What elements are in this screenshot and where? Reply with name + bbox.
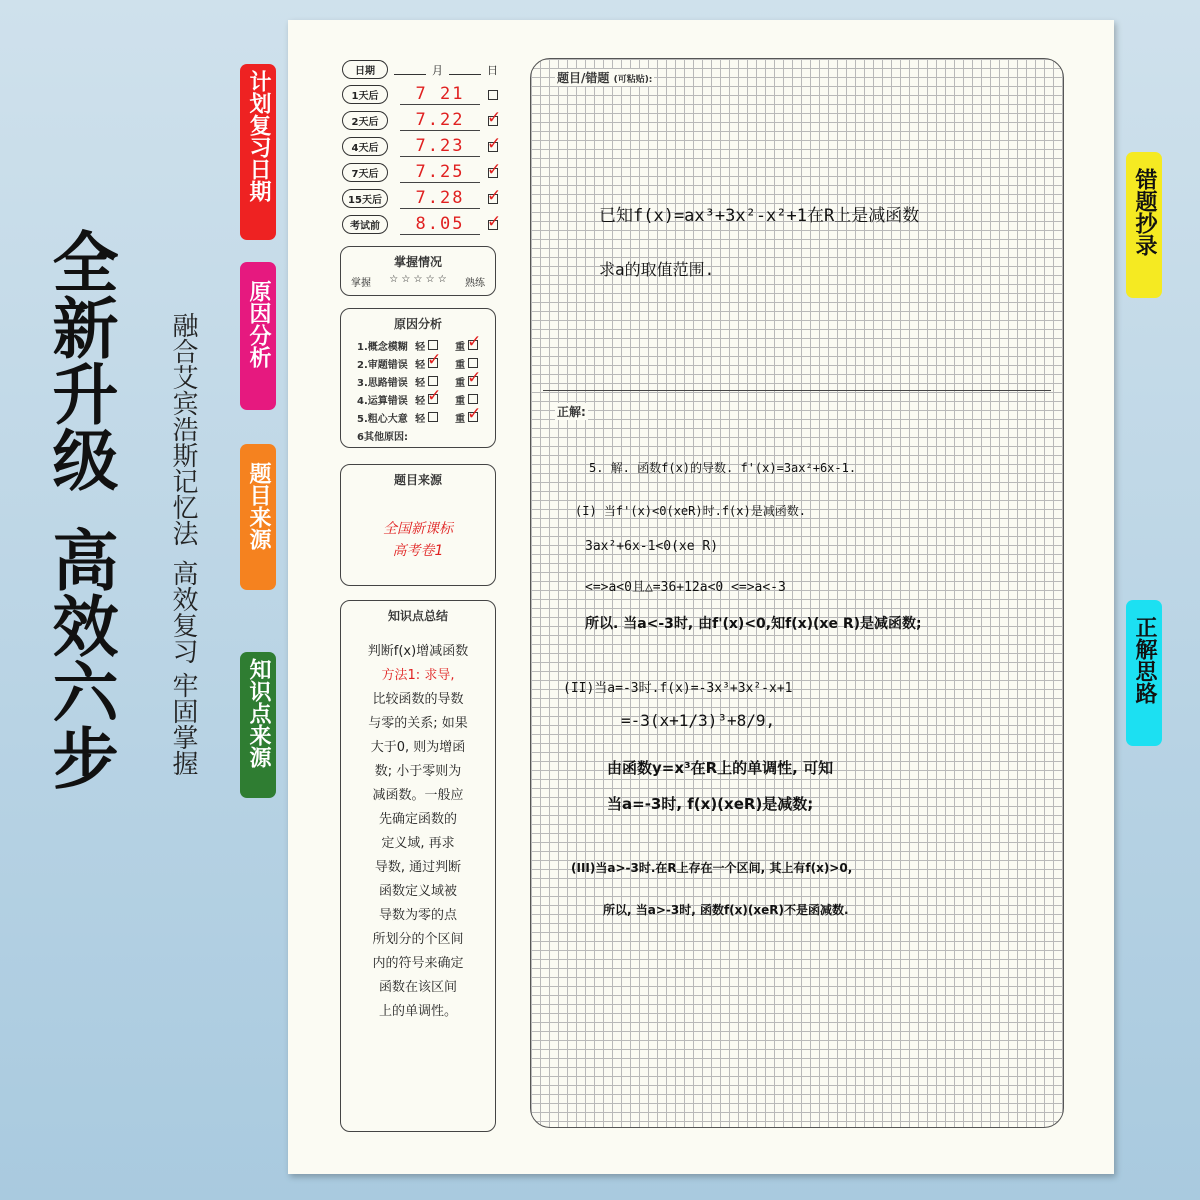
knowledge-line: 内的符号来确定 xyxy=(372,956,464,971)
review-checkbox[interactable] xyxy=(488,90,498,100)
cause-row xyxy=(341,368,495,390)
source-line-2: 高考卷1 xyxy=(392,543,444,559)
light-checkbox[interactable] xyxy=(428,412,438,422)
check-mark-icon: ✓ xyxy=(487,107,502,128)
solution-line: <=>a<0且△=36+12a<0 <=>a<-3 xyxy=(585,580,786,595)
cause-row xyxy=(341,404,495,426)
mastery-box xyxy=(340,246,496,296)
review-label: 1天后 xyxy=(342,85,388,104)
month-blank[interactable] xyxy=(394,65,426,75)
light-label: 轻 xyxy=(415,395,426,407)
cause-other-label: 6其他原因: xyxy=(357,431,408,443)
review-checkbox[interactable] xyxy=(487,159,502,180)
heavy-checkbox[interactable] xyxy=(468,358,478,368)
review-label: 2天后 xyxy=(342,111,388,130)
knowledge-line: 与零的关系; 如果 xyxy=(368,716,468,731)
solution-line: 所以. 当a<-3时, 由f'(x)<0,知f(x)(xe R)是减函数; xyxy=(585,616,922,632)
check-mark-icon: ✓ xyxy=(467,332,482,352)
solution-line: (III)当a>-3时.在R上存在一个区间, 其上有f(x)>0, xyxy=(571,861,853,875)
review-row xyxy=(342,133,502,157)
light-checkbox[interactable] xyxy=(427,350,442,370)
day-label: 日 xyxy=(487,63,498,77)
solution-line: 所以, 当a>-3时, 函数f(x)(xeR)不是函减数. xyxy=(603,903,849,917)
light-label: 轻 xyxy=(415,359,426,371)
knowledge-line: 大于0, 则为增函 xyxy=(370,740,466,755)
review-row xyxy=(342,84,498,105)
knowledge-line: 导数, 通过判断 xyxy=(374,860,462,875)
light-label: 轻 xyxy=(415,341,426,353)
heavy-checkbox[interactable] xyxy=(467,368,482,388)
tag-copy-wrong: 错题抄录 xyxy=(1126,152,1162,298)
mastery-right-label: 熟练 xyxy=(464,278,485,289)
heavy-label: 重 xyxy=(455,413,466,425)
cause-label: 5.粗心大意 xyxy=(357,413,408,425)
subtitle xyxy=(166,312,200,776)
knowledge-box xyxy=(340,600,496,1132)
check-mark-icon: ✓ xyxy=(487,159,502,180)
review-label: 15天后 xyxy=(342,189,388,208)
source-box xyxy=(340,464,496,586)
knowledge-line: 函数在该区间 xyxy=(378,980,457,995)
date-label: 日期 xyxy=(342,60,388,79)
light-label: 轻 xyxy=(415,377,426,389)
cause-label: 1.概念模糊 xyxy=(357,341,408,353)
notebook-sheet xyxy=(288,20,1114,1174)
solution-line: 3ax²+6x-1<0(xe R) xyxy=(585,539,719,554)
review-checkbox[interactable] xyxy=(487,133,502,154)
review-checkbox[interactable] xyxy=(487,185,502,206)
light-checkbox[interactable] xyxy=(428,376,438,386)
solution-line: (II)当a=-3时.f(x)=-3x³+3x²-x+1 xyxy=(563,681,793,696)
knowledge-line: 函数定义域被 xyxy=(378,884,457,899)
main-title-line2: 高效六步 xyxy=(41,526,119,790)
heavy-label: 重 xyxy=(455,395,466,407)
cause-box xyxy=(340,308,496,448)
tag-source: 题目来源 xyxy=(240,444,276,590)
main-title xyxy=(38,228,119,790)
solution-line: 由函数y=x³在R上的单调性, 可知 xyxy=(607,759,834,777)
solution-line: 5. 解. 函数f(x)的导数. f'(x)=3ax²+6x-1. xyxy=(589,461,857,475)
review-date[interactable]: 7.22 xyxy=(400,110,480,131)
knowledge-line: 减函数。一般应 xyxy=(372,788,464,803)
review-date[interactable]: 7.23 xyxy=(400,136,480,157)
tag-review-dates: 计划复习日期 xyxy=(240,64,276,240)
check-mark-icon: ✓ xyxy=(487,211,502,232)
star-rating[interactable]: ☆ ☆ ☆ ☆ ☆ xyxy=(389,274,447,285)
subtitle-line1: 融合艾宾浩斯记忆法 xyxy=(168,312,198,546)
check-mark-icon: ✓ xyxy=(427,350,442,370)
light-checkbox[interactable] xyxy=(427,386,442,406)
knowledge-method: 方法1: 求导, xyxy=(381,668,455,683)
solution-label: 正解: xyxy=(557,405,586,419)
source-line-1: 全国新课标 xyxy=(383,521,453,537)
subtitle-line2: 高效复习 牢固掌握 xyxy=(168,560,198,777)
review-checkbox[interactable] xyxy=(487,211,502,232)
source-text[interactable] xyxy=(341,518,495,562)
check-mark-icon: ✓ xyxy=(427,386,442,406)
source-title: 题目来源 xyxy=(393,473,442,487)
heavy-checkbox[interactable] xyxy=(467,404,482,424)
review-label: 考试前 xyxy=(342,215,388,234)
month-label: 月 xyxy=(432,63,443,77)
tag-solution: 正解思路 xyxy=(1126,600,1162,746)
cause-label: 2.审题错误 xyxy=(357,359,408,371)
review-date[interactable]: 8.05 xyxy=(400,214,480,235)
knowledge-line: 所划分的个区间 xyxy=(372,932,464,947)
knowledge-line: 导数为零的点 xyxy=(378,908,457,923)
light-label: 轻 xyxy=(415,413,426,425)
review-date[interactable]: 7 21 xyxy=(400,84,480,105)
cause-label: 4.运算错误 xyxy=(357,395,408,407)
mastery-title: 掌握情况 xyxy=(393,255,442,269)
review-label: 4天后 xyxy=(342,137,388,156)
cause-label: 3.思路错误 xyxy=(357,377,408,389)
check-mark-icon: ✓ xyxy=(467,404,482,424)
cause-title: 原因分析 xyxy=(393,317,442,331)
review-row xyxy=(342,159,502,183)
knowledge-line: 判断f(x)增减函数 xyxy=(367,644,469,659)
mastery-left-label: 掌握 xyxy=(351,278,371,289)
solution-line: =-3(x+1/3)³+8/9, xyxy=(621,711,776,730)
heavy-checkbox[interactable] xyxy=(468,394,478,404)
knowledge-line: 定义域, 再求 xyxy=(381,836,455,851)
solution-line: 当a=-3时, f(x)(xeR)是减数; xyxy=(607,795,814,813)
solution-line: (I) 当f'(x)<0(xeR)时.f(x)是减函数. xyxy=(575,504,806,518)
review-row xyxy=(342,107,502,131)
cause-row xyxy=(341,332,495,354)
knowledge-line: 比较函数的导数 xyxy=(372,692,464,707)
knowledge-line: 先确定函数的 xyxy=(378,812,457,827)
grid-writing-area[interactable] xyxy=(530,58,1064,1128)
knowledge-line: 上的单调性。 xyxy=(378,1004,457,1019)
heavy-label: 重 xyxy=(455,377,466,389)
problem-line-2: 求a的取值范围. xyxy=(599,260,715,279)
check-mark-icon: ✓ xyxy=(487,185,502,206)
mastery-rating xyxy=(341,270,495,289)
tag-cause: 原因分析 xyxy=(240,262,276,410)
review-date[interactable]: 7.28 xyxy=(400,188,480,209)
review-row xyxy=(342,185,502,209)
main-title-line1: 全新升级 xyxy=(41,228,119,492)
tag-knowledge: 知识点来源 xyxy=(240,652,276,798)
day-blank[interactable] xyxy=(449,65,481,75)
knowledge-line: 数; 小于零则为 xyxy=(374,764,462,779)
problem-line-1: 已知f(x)=ax³+3x²-x²+1在R上是减函数 xyxy=(599,206,920,226)
cause-other[interactable] xyxy=(341,426,495,444)
date-header xyxy=(342,60,498,79)
knowledge-title: 知识点总结 xyxy=(387,609,448,623)
heavy-checkbox[interactable] xyxy=(467,332,482,352)
heavy-label: 重 xyxy=(455,359,466,371)
check-mark-icon: ✓ xyxy=(467,368,482,388)
review-checkbox[interactable] xyxy=(487,107,502,128)
check-mark-icon: ✓ xyxy=(487,133,502,154)
review-date[interactable]: 7.25 xyxy=(400,162,480,183)
heavy-label: 重 xyxy=(455,341,466,353)
problem-label: 题目/错题 (可粘贴): xyxy=(557,71,653,85)
section-divider xyxy=(543,390,1051,391)
light-checkbox[interactable] xyxy=(428,340,438,350)
knowledge-text[interactable] xyxy=(341,640,495,1024)
review-label: 7天后 xyxy=(342,163,388,182)
review-row xyxy=(342,211,502,235)
